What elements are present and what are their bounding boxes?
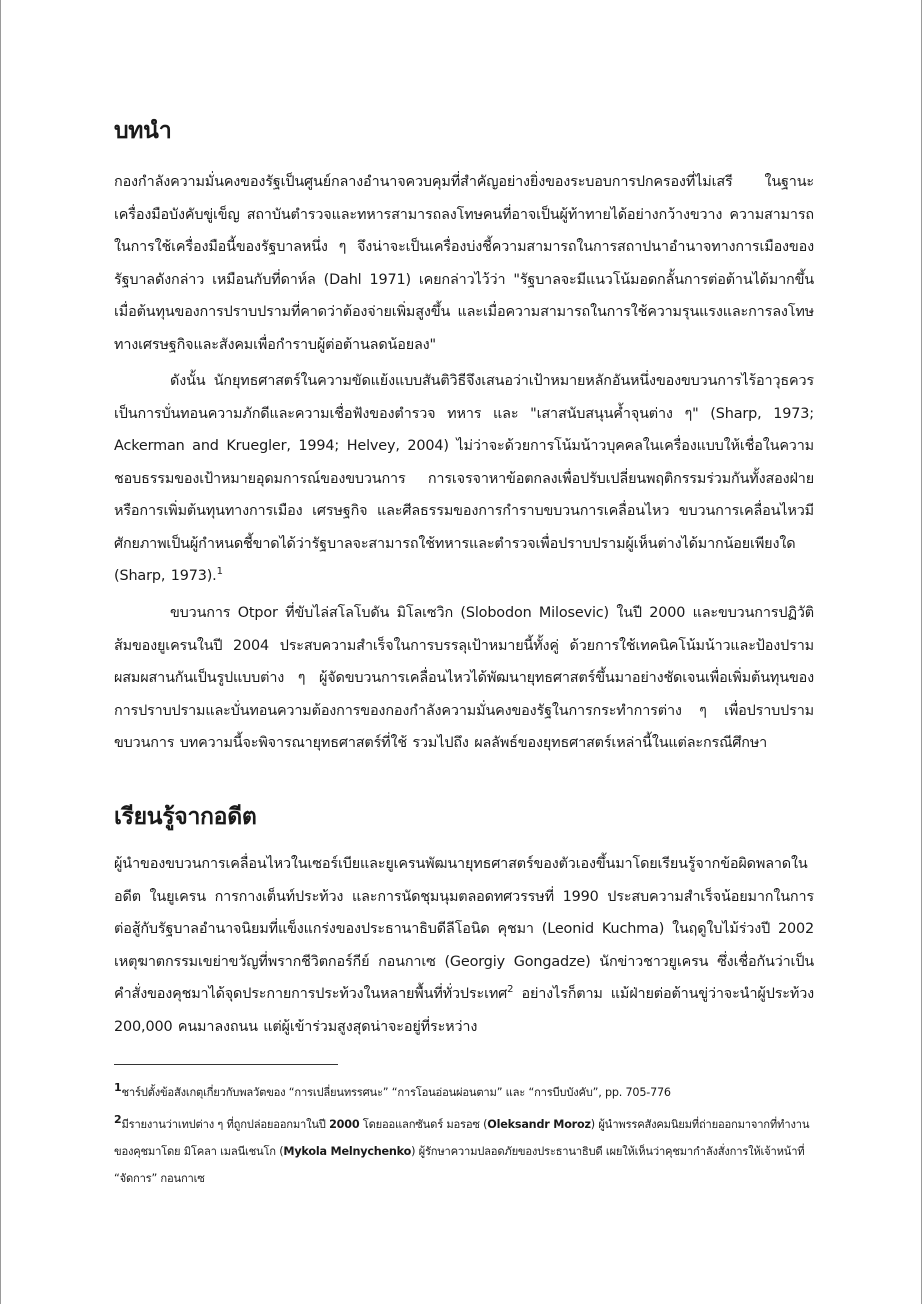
footnote-year: 2000 [329, 1118, 360, 1131]
heading-introduction: บทนำ [114, 118, 172, 144]
paragraph-intro-1 [114, 166, 814, 361]
paragraph-text: กองกำลังความมั่นคงของรัฐเป็นศูนย์กลางอำนาจควบคุมที่สำคัญอย่างยิ่งของระบอบการปกครองที่ไม่เสรี ในฐานะเครื่องมือบังคับขู่เข็ญ สถาบันตำรวจและทหารสามารถลงโทษคนที่อาจเป็นผู้ท้าทายได้อย่างกว้างขวาง ความสามารถในการใช้เครื่องมือนี้ของรัฐบาลหนึ่ง ๆ จึงน่าจะเป็นเครื่องบ่งชี้ความสามารถในการสถาปนาอำนาจทางการเมืองของรัฐบาลดังกล่าว เหมือนกับที่ดาห์ล (Dahl 1971) เคยกล่าวไว้ว่า "รัฐบาลจะมีแนวโน้มอดกลั้นการต่อต้านได้มากขึ้น เมื่อต้นทุนของการปราบปรามที่คาดว่าต้องจ่ายเพิ่มสูงขึ้น และเมื่อความสามารถในการใช้ความรุนแรงและการลงโทษทางเศรษฐกิจและสังคมเพื่อกำราบผู้ต่อต้านลดน้อยลง" [114, 174, 814, 353]
footnote-2 [114, 1111, 814, 1192]
footnote-text: มีรายงานว่าเทปต่าง ๆ ที่ถูกปล่อยออกมาในปี [121, 1118, 330, 1131]
paragraph-past-1 [114, 848, 814, 1043]
footnote-mark: 2 [114, 1113, 122, 1126]
footnote-name-melnychenko: Mykola Melnychenko [283, 1145, 412, 1158]
heading-learning-from-past: เรียนรู้จากอดีต [114, 804, 257, 830]
footnote-text: ) ผู้รักษาความปลอดภัยของประธานาธิบดี เผยให้เห็นว่าคุชมากำลังสั่งการให้เจ้าหน้าที่ “จัดการ” กอนกาเซ [114, 1145, 805, 1185]
paragraph-intro-3 [114, 597, 814, 760]
footnote-text: ชาร์ปตั้งข้อสังเกตุเกี่ยวกับพลวัตของ “การเปลี่ยนทรรศนะ” “การโอนอ่อนผ่อนตาม” และ “การบีบบังคับ”, pp. 705-776 [121, 1086, 671, 1099]
paragraph-text: ผู้นำของขบวนการเคลื่อนไหวในเซอร์เบียและยูเครนพัฒนายุทธศาสตร์ของตัวเองขึ้นมาโดยเรียนรู้จากข้อผิดพลาดในอดีต ในยูเครน การกางเต็นท์ประท้วง และการนัดชุมนุมตลอดทศวรรษที่ 1990 ประสบความสำเร็จน้อยมากในการต่อสู้กับรัฐบาลอำนาจนิยมที่แข็งแกร่งของประธานาธิบดีลีโอนิด คุชมา (Leonid Kuchma) ในฤดูใบไม้ร่วงปี 2002 เหตุฆาตกรรมเขย่าขวัญที่พรากชีวิตกอร์กีย์ กอนกาเซ (Georgiy Gongadze) นักข่าวชาวยูเครน ซึ่งเชื่อกันว่าเป็นคำสั่งของคุชมาได้จุดประกายการประท้วงในหลายพื้นที่ทั่วประเทศ [114, 856, 814, 1002]
footnote-text: ) ผู้นำพรรคสังคมนิยมที่ถ่ายออกมาจากที่ทำงานของคุชมาโดย มิโคลา เมลนีเชนโก ( [114, 1118, 810, 1158]
paragraph-intro-2 [114, 365, 814, 593]
paragraph-text: ขบวนการ Otpor ที่ขับไล่สโลโบดัน มิโลเซวิก (Slobodon Milosevic) ในปี 2000 และขบวนการปฏิวัติส้มของยูเครนในปี 2004 ประสบความสำเร็จในการบรรลุเป้าหมายนี้ทั้งคู่ ด้วยการใช้เทคนิคโน้มน้าวและป้องปรามผสมผสานกันเป็นรูปแบบต่าง ๆ ผู้จัดขบวนการเคลื่อนไหวได้พัฒนายุทธศาสตร์ขึ้นมาอย่างชัดเจนเพื่อเพิ่มต้นทุนของการปราบปรามและบั่นทอนความต้องการของกองกำลังความมั่นคงของรัฐในการกระทำการต่าง ๆ เพื่อปราบปรามขบวนการ บทความนี้จะพิจารณายุทธศาสตร์ที่ใช้ รวมไปถึง ผลลัพธ์ของยุทธศาสตร์เหล่านี้ในแต่ละกรณีศึกษา [114, 605, 814, 751]
footnote-name-moroz: Oleksandr Moroz [487, 1118, 591, 1131]
footnote-separator [114, 1064, 338, 1065]
footnote-text: โดยออแลกซันดร์ มอรอซ ( [359, 1118, 488, 1131]
footnote-ref-1[interactable]: 1 [216, 566, 223, 577]
footnote-mark: 1 [114, 1081, 122, 1094]
footnote-ref-2[interactable]: 2 [507, 984, 514, 995]
paragraph-text-cont: อย่างไรก็ตาม แม้ฝ่ายต่อต้านขู่ว่าจะนำผู้ประท้วง 200,000 คนมาลงถนน แต่ผู้เข้าร่วมสูงสุดน่าจะอยู่ที่ระหว่าง [114, 986, 814, 1035]
footnote-1 [114, 1079, 814, 1106]
paragraph-text: ดังนั้น นักยุทธศาสตร์ในความขัดแย้งแบบสันติวิธีจึงเสนอว่าเป้าหมายหลักอันหนึ่งของขบวนการไร้อาวุธควรเป็นการบั่นทอนความภักดีและความเชื่อฟังของตำรวจ ทหาร และ "เสาสนับสนุนค้ำจุนต่าง ๆ" (Sharp, 1973; Ackerman and Kruegler, 1994; Helvey, 2004) ไม่ว่าจะด้วยการโน้มน้าวบุคคลในเครื่องแบบให้เชื่อในความชอบธรรมของเป้าหมายอุดมการณ์ของขบวนการ การเจรจาหาข้อตกลงเพื่อปรับเปลี่ยนพฤติกรรมร่วมกันทั้งสองฝ่าย หรือการเพิ่มต้นทุนทางการเมือง เศรษฐกิจ และศีลธรรมของการกำราบขบวนการเคลื่อนไหว ขบวนการเคลื่อนไหวมีศักยภาพเป็นผู้กำหนดชี้ขาดได้ว่ารัฐบาลจะสามารถใช้ทหารและตำรวจเพื่อปราบปรามผู้เห็นต่างได้มากน้อยเพียงใด (Sharp, 1973). [114, 373, 814, 584]
